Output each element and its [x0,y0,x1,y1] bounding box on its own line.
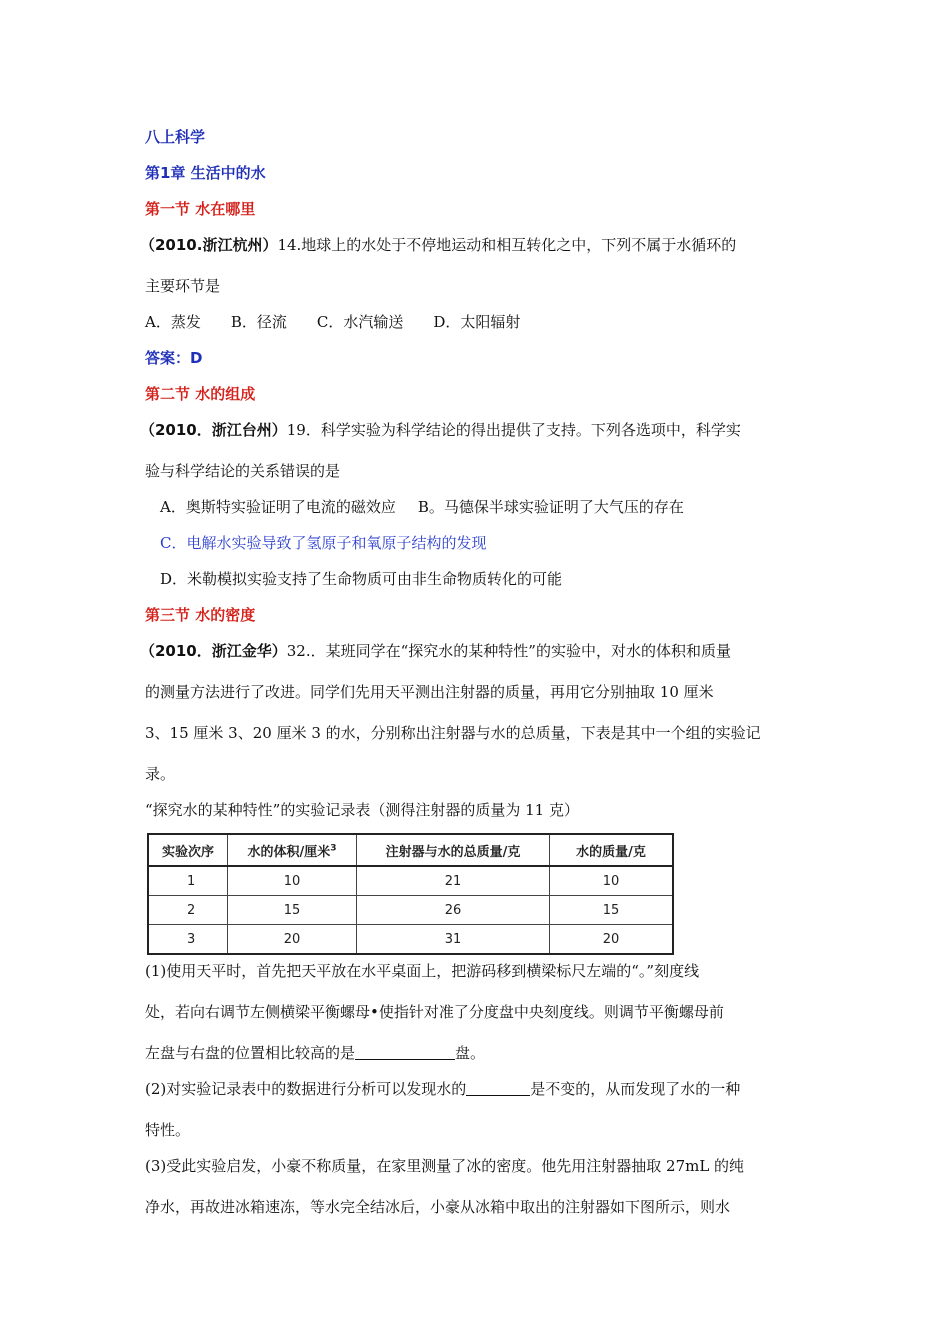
table-cell: 20 [550,925,674,955]
part-2-line-2: 特性。 [145,1121,191,1139]
table-cell: 15 [228,896,357,925]
part-3-line-2: 净水，再故进冰箱速冻，等水完全结冰后，小豪从冰箱中取出的注射器如下图所示，则水 [145,1198,731,1216]
part-2-prompt: (2)对实验记录表中的数据进行分析可以发现水的 [145,1080,467,1098]
table-cell: 26 [357,896,550,925]
table-header-volume-label: 水的体积/厘米 [247,844,331,860]
table-cell: 10 [550,866,674,896]
table-row [148,866,673,896]
question-1-text: 14.地球上的水处于不停地运动和相互转化之中，下列不属于水循环的 [277,236,737,254]
table-cell: 31 [357,925,550,955]
section-title-3: 第三节 水的密度 [145,606,256,624]
chapter-title: 第1章 生活中的水 [145,164,266,182]
table-header-volume [228,834,357,866]
question-2-text: 19．科学实验为科学结论的得出提供了支持。下列各选项中，科学实 [286,421,741,439]
table-header-water-mass: 水的质量/克 [550,834,674,866]
subject-heading: 八上科学 [145,128,206,146]
question-2-line-1 [140,420,741,440]
table-cell: 1 [148,866,228,896]
table-row [148,925,673,955]
question-1-answer: 答案：D [145,349,203,367]
question-2-line-2: 验与科学结论的关系错误的是 [145,462,341,480]
question-2-option-a: A．奥斯特实验证明了电流的磁效应 [160,498,396,516]
question-2-option-d: D．米勒模拟实验支持了生命物质可由非生命物质转化的可能 [160,570,563,588]
part-2-line-1 [145,1079,740,1099]
question-1-line-1 [140,235,736,255]
experiment-record-table [147,833,674,955]
question-2-source: （2010．浙江台州） [140,421,287,439]
question-2-options-ab [160,497,684,517]
part-1-line-2: 处，若向右调节左侧横梁平衡螺母•使指针对准了分度盘中央刻度线。则调节平衡螺母前 [145,1003,724,1021]
question-3-source: （2010．浙江金华） [140,642,287,660]
question-2-option-c: C．电解水实验导致了氢原子和氧原子结构的发现 [160,534,487,552]
question-1-options: A．蒸发 B．径流 C．水汽输送 D．太阳辐射 [145,313,521,331]
table-cell: 2 [148,896,228,925]
table-header-volume-exponent: 3 [330,843,337,854]
question-1-source: （2010.浙江杭州） [140,236,278,254]
table-header-total-mass: 注射器与水的总质量/克 [357,834,550,866]
part-3-line-1: (3)受此实验启发，小豪不称质量，在家里测量了冰的密度。他先用注射器抽取 27mL 的纯 [145,1157,745,1175]
question-3-line-2: 的测量方法进行了改进。同学们先用天平测出注射器的质量，再用它分别抽取 10 厘米 [145,683,714,701]
table-row [148,896,673,925]
question-1-line-2: 主要环节是 [145,277,221,295]
table-header-row [148,834,673,866]
part-1-line-3 [145,1043,485,1063]
table-caption: “探究水的某种特性”的实验记录表（测得注射器的质量为 11 克） [145,801,579,819]
answer-blank-2[interactable] [466,1079,530,1096]
table-cell: 21 [357,866,550,896]
question-2-option-b: B。马德保半球实验证明了大气压的存在 [417,498,684,516]
part-1-line-1: (1)使用天平时，首先把天平放在水平桌面上，把游码移到横梁标尺左端的“。”刻度线 [145,962,700,980]
table-cell: 10 [228,866,357,896]
section-title-2: 第二节 水的组成 [145,385,256,403]
part-2-suffix: 是不变的，从而发现了水的一种 [530,1080,741,1098]
table-header-order: 实验次序 [148,834,228,866]
section-title-1: 第一节 水在哪里 [145,200,256,218]
table-cell: 3 [148,925,228,955]
question-3-line-3: 3、15 厘米 3、20 厘米 3 的水，分别称出注射器与水的总质量，下表是其中一个组的实验记 [145,724,761,742]
part-1-prompt: 左盘与右盘的位置相比较高的是 [145,1044,356,1062]
table-cell: 20 [228,925,357,955]
answer-blank-1[interactable] [355,1043,455,1060]
table-cell: 15 [550,896,674,925]
question-3-line-1 [140,641,731,661]
part-1-suffix: 盘。 [455,1044,486,1062]
question-3-text: 32.．某班同学在“探究水的某种特性”的实验中，对水的体积和质量 [286,642,731,660]
question-3-line-4: 录。 [145,765,176,783]
